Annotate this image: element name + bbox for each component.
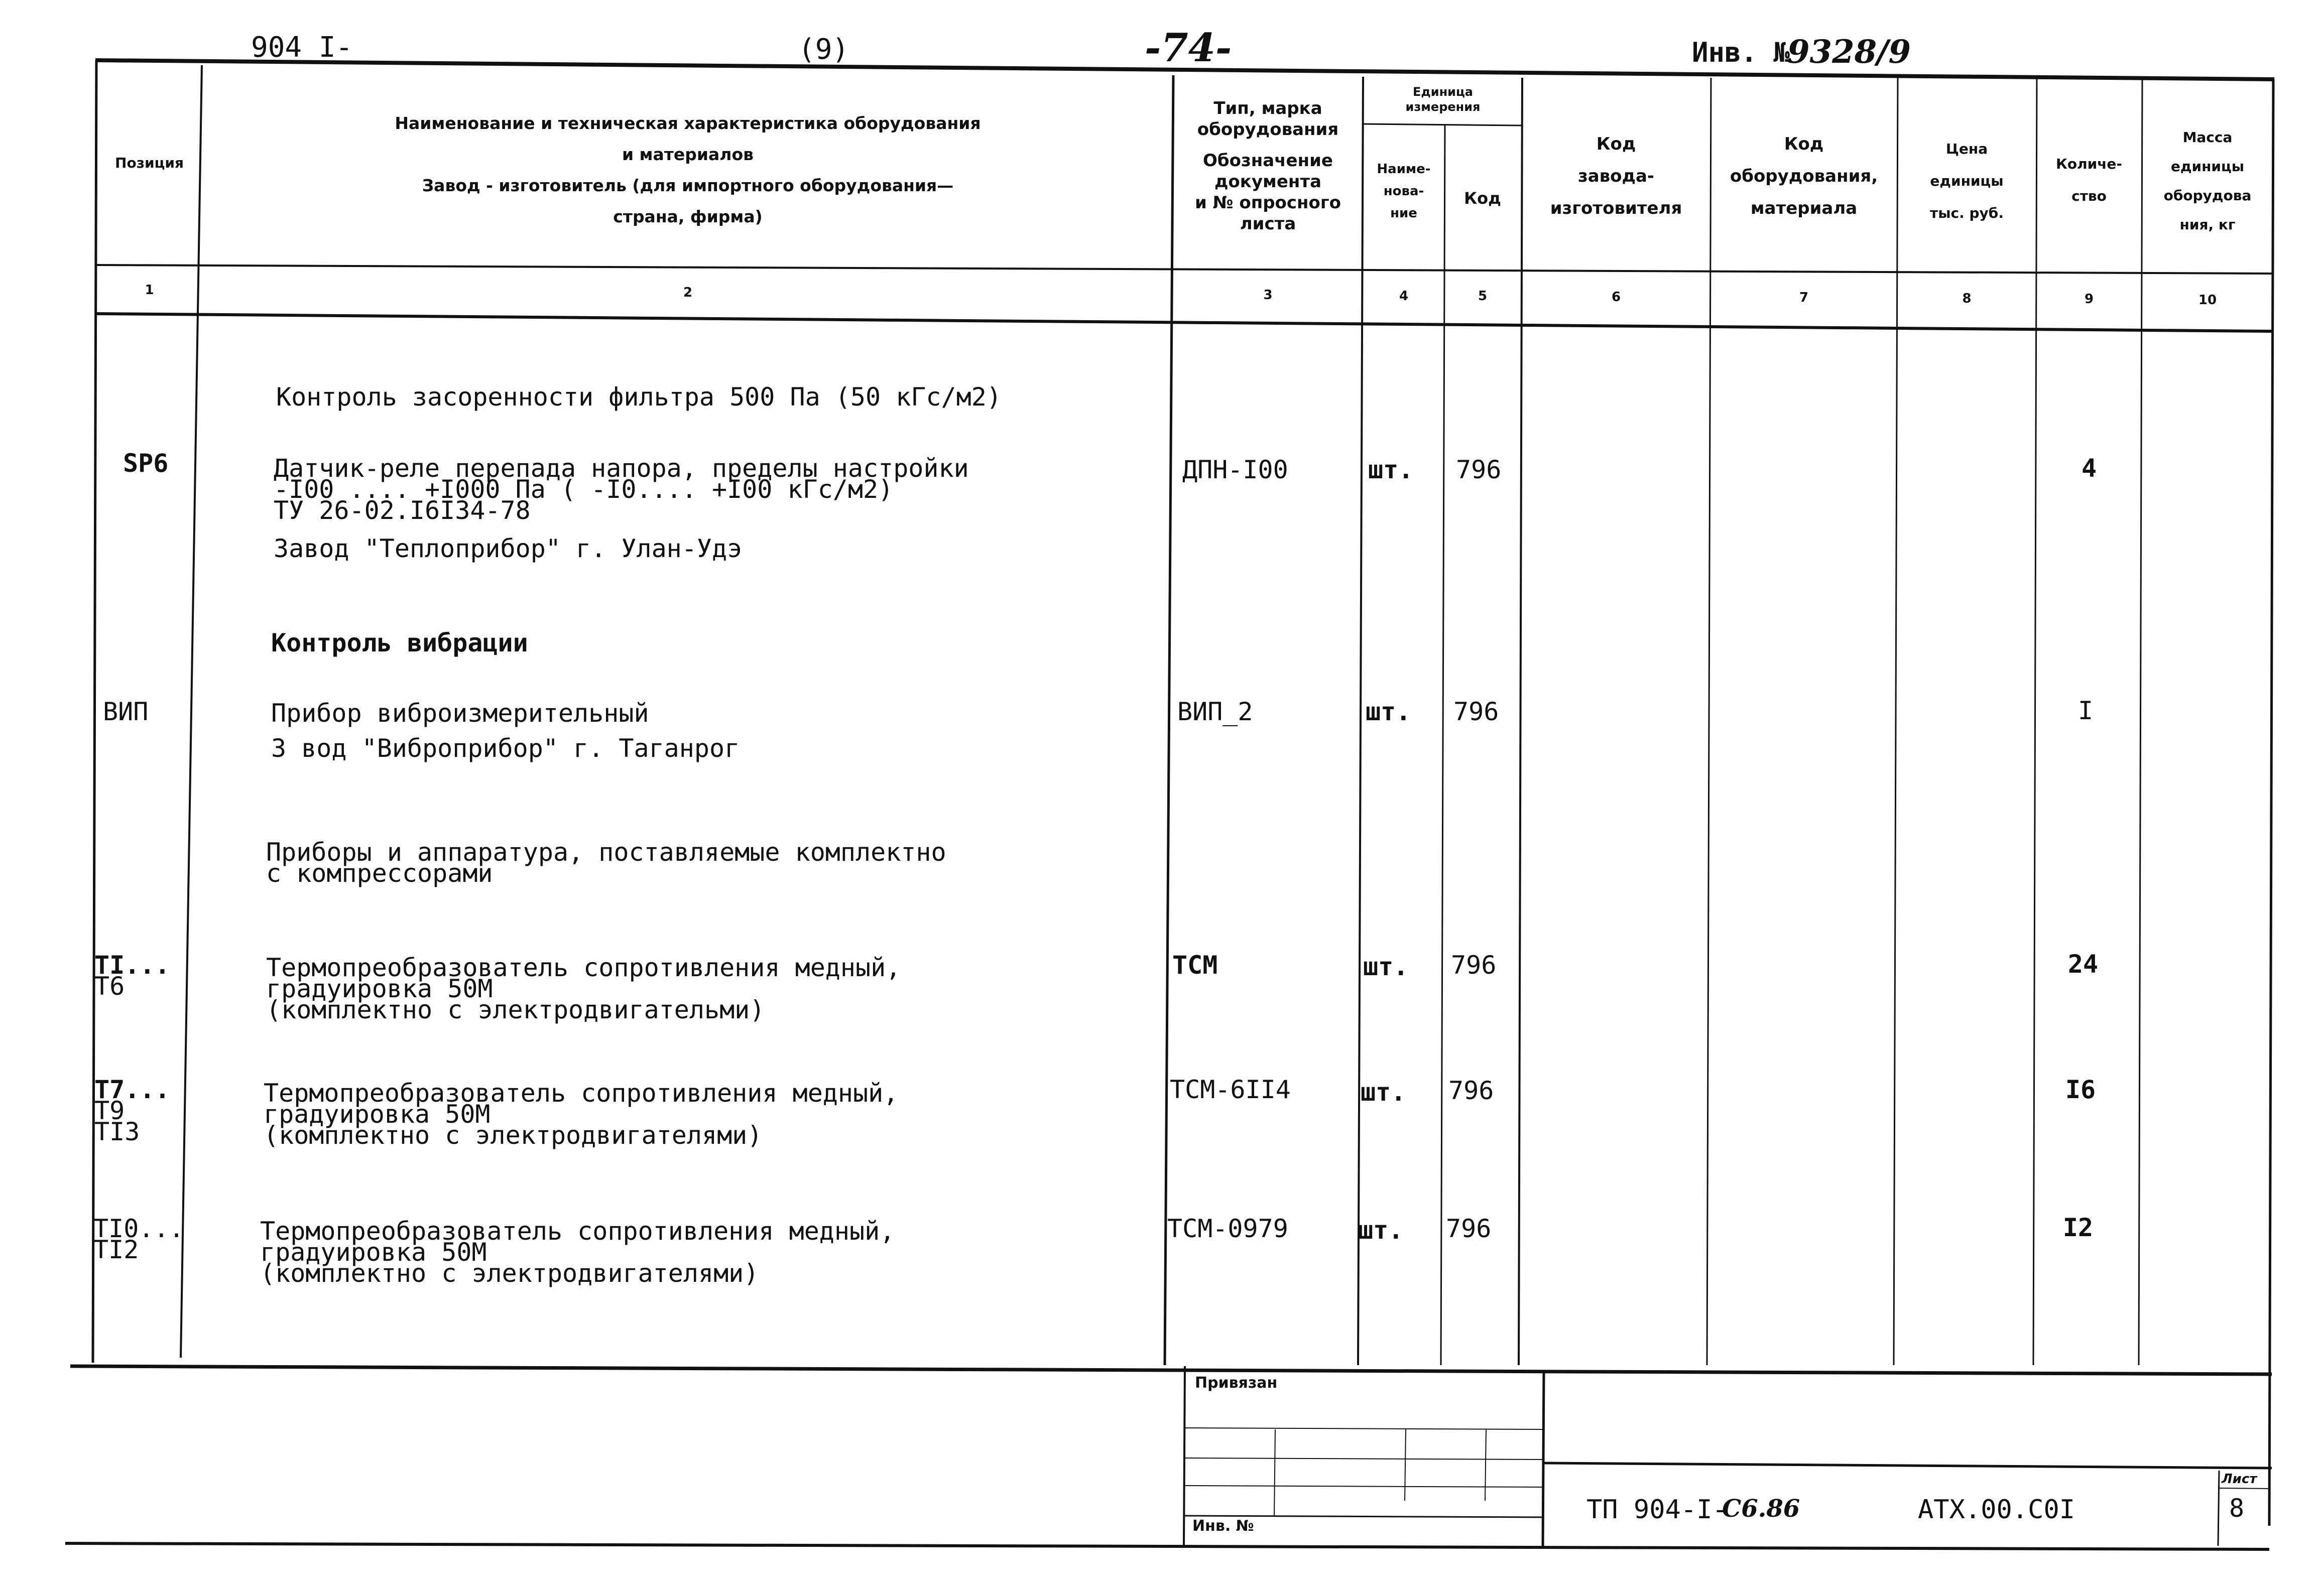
section-title-compressors: Приборы и аппаратура, поставляемые комплектно: [266, 838, 946, 867]
item-quantity: I: [2077, 696, 2094, 725]
header-unit-name-line: ние: [1390, 206, 1417, 221]
item-quantity: 24: [2067, 950, 2099, 979]
item-unit-code: 796: [1448, 1076, 1494, 1105]
item-unit-code: 796: [1451, 951, 1497, 980]
header-type-line: документа: [1214, 172, 1322, 192]
position-label: Т6: [94, 972, 125, 1001]
position-label: ТI2: [93, 1235, 139, 1264]
item-unit-code: 796: [1453, 697, 1499, 726]
item-type: ДПН-I00: [1182, 455, 1288, 484]
item-name-line: (комплектно с электродвигателями): [264, 1121, 763, 1150]
header-unit-name: [1364, 158, 1444, 224]
title-block-line: [1544, 1463, 2272, 1468]
document-code: АТХ.00.С0I: [1918, 1495, 2075, 1525]
header-manufacturer-code: [1522, 128, 1710, 224]
header-price-line: тыс. руб.: [1929, 205, 2004, 221]
sheet-number: 8: [2229, 1494, 2245, 1523]
header-price: [1898, 133, 2036, 229]
header-quantity-line: ство: [2071, 188, 2107, 204]
column-number: 6: [1611, 290, 1621, 305]
header-unit-line: Единица: [1413, 85, 1473, 99]
item-type: ТСМ: [1172, 951, 1218, 980]
item-name-line: Термопреобразователь сопротивления медный,: [260, 1217, 895, 1246]
position-label: Т7...: [94, 1075, 170, 1104]
header-quantity: [2037, 148, 2141, 212]
position-sp6: ЅР6: [123, 449, 169, 478]
item-unit-code: 796: [1446, 1214, 1492, 1243]
header-type: [1174, 98, 1362, 234]
unit-group-line: [1363, 124, 1521, 125]
section-title-compressors: с компрессорами: [266, 859, 493, 888]
item-name-line: Прибор виброизмерительный: [271, 699, 649, 728]
document-handwritten-number: С6.86: [1722, 1495, 1800, 1523]
stamp-row-3: [1185, 1486, 1544, 1487]
column-number: 1: [145, 283, 154, 298]
header-position: Позиция: [115, 155, 184, 171]
header-type-line: и № опросного: [1194, 193, 1341, 213]
header-mass-line: Масса: [2182, 129, 2233, 146]
header-name-line: Завод - изготовитель (для импортного оборудования—: [422, 176, 954, 195]
item-quantity: I6: [2065, 1075, 2096, 1104]
header-bottom-line: [96, 265, 2273, 274]
item-name-line: Термопреобразователь сопротивления медный,: [266, 953, 901, 982]
column-number: 3: [1263, 288, 1273, 303]
header-unit-group: [1365, 84, 1521, 114]
item-name-line: градуировка 50М: [260, 1238, 487, 1267]
item-quantity: I2: [2062, 1213, 2094, 1242]
item-quantity: 4: [2081, 454, 2097, 483]
frame-bottom-line: [65, 1543, 2269, 1549]
column-number: 2: [683, 285, 693, 300]
header-equipment-line: Код: [1784, 134, 1824, 154]
header-unit-name-line: Наиме-: [1377, 162, 1431, 177]
position-label: ТI0...: [93, 1214, 184, 1243]
item-unit: шт.: [1363, 952, 1409, 981]
header-quantity-line: Количе-: [2055, 156, 2123, 172]
item-manufacturer: З вод "Виброприбор" г. Таганрог: [271, 734, 740, 763]
column-number: 8: [1962, 291, 1972, 306]
stamp-row-1: [1185, 1428, 1544, 1429]
item-type: ТСМ-6II4: [1170, 1075, 1291, 1104]
col-line-9: [2139, 79, 2142, 1365]
item-unit: шт.: [1361, 1078, 1406, 1107]
page-number: -74-: [1145, 25, 1232, 71]
column-number: 4: [1399, 289, 1409, 304]
series-number: 904_I-: [251, 31, 353, 64]
header-mass: [2142, 123, 2273, 239]
bound-label: Привязан: [1195, 1374, 1278, 1392]
position-label: TI...: [94, 951, 170, 980]
sheet-label: Лист: [2222, 1472, 2257, 1487]
header-name-line: Наименование и техническая характеристика оборудования: [395, 113, 981, 133]
section-title-vibration: Контроль вибрации: [271, 628, 528, 657]
header-price-line: единицы: [1930, 173, 2004, 189]
sheet-box-left: [2218, 1471, 2219, 1546]
header-type-line: Тип, марка: [1213, 98, 1322, 118]
column-number: 5: [1478, 289, 1488, 304]
header-name-line: страна, фирма): [613, 207, 763, 226]
frame-left-line: [93, 60, 96, 1363]
header-equipment-line: материала: [1750, 198, 1858, 218]
header-manufacturer-line: Код: [1596, 134, 1636, 154]
item-unit-code: 796: [1456, 455, 1502, 484]
stamp-col-1: [1274, 1429, 1275, 1516]
header-unit-code: Код: [1464, 189, 1501, 208]
stamp-row-2: [1185, 1458, 1544, 1460]
header-type-line: оборудования: [1197, 119, 1339, 140]
column-number: 9: [2084, 292, 2094, 307]
header-equipment-code: [1711, 128, 1897, 224]
col-line-4: [1441, 125, 1445, 1365]
item-name-line: (комплектно с электродвигательми): [266, 995, 765, 1024]
item-type: ТСМ-0979: [1167, 1214, 1288, 1243]
header-mass-line: единицы: [2170, 158, 2245, 175]
col-line-1: [181, 65, 202, 1358]
stamp-col-3: [1485, 1429, 1486, 1501]
header-equipment-line: оборудования,: [1730, 166, 1878, 186]
header-mass-line: ния, кг: [2179, 216, 2236, 233]
item-type: ВИП_2: [1177, 697, 1253, 726]
position-label: Т9: [94, 1096, 125, 1125]
header-name: [203, 108, 1172, 232]
inventory-number: 9328/9: [1787, 33, 1911, 71]
stamp-left-line: [1184, 1366, 1185, 1546]
header-unit-line: измерения: [1405, 100, 1481, 114]
item-unit: шт.: [1368, 455, 1414, 484]
stamp-col-2: [1405, 1429, 1406, 1501]
header-manufacturer-line: изготовителя: [1550, 198, 1682, 218]
position-vip: ВИП: [103, 697, 149, 726]
item-name-line: ТУ 26-02.I6I34-78: [274, 496, 531, 525]
item-name-line: -I00 .... +I000 Па ( -I0.... +I00 кГс/м2): [274, 475, 894, 504]
document-prefix: ТП 904-I-: [1586, 1495, 1728, 1525]
header-type-line: листа: [1240, 214, 1296, 234]
item-name-line: (комплектно с электродвигателями): [260, 1259, 759, 1288]
item-name-line: градуировка 50М: [266, 974, 493, 1003]
column-number: 7: [1799, 290, 1809, 305]
position-label: ТI3: [94, 1117, 140, 1146]
item-name-line: Термопреобразователь сопротивления медный,: [264, 1079, 899, 1108]
header-price-line: Цена: [1945, 141, 1988, 157]
item-manufacturer: Завод "Теплоприбор" г. Улан-Удэ: [274, 534, 743, 563]
footer-inventory-label: Инв. №: [1192, 1517, 1254, 1535]
header-manufacturer-line: завода-: [1577, 166, 1655, 186]
inventory-label: Инв. №: [1692, 37, 1790, 68]
header-type-line: Обозначение: [1203, 151, 1333, 171]
item-name-line: градуировка 50М: [264, 1100, 491, 1129]
sheet-number-top: (9): [798, 33, 849, 66]
sheet-box-mid: [2219, 1488, 2270, 1489]
header-name-line: и материалов: [622, 145, 754, 164]
item-unit: шт.: [1366, 697, 1411, 726]
item-unit: шт.: [1358, 1216, 1404, 1245]
column-number: 10: [2198, 293, 2217, 308]
numbers-row-bottom-line: [96, 314, 2273, 331]
section-title-filter: Контроль засоренности фильтра 500 Па (50 кГс/м2): [276, 382, 1002, 412]
header-unit-name-line: нова-: [1383, 184, 1424, 199]
header-mass-line: оборудова: [2163, 187, 2252, 204]
item-name-line: Датчик-реле перепада напора, пределы настройки: [274, 454, 969, 483]
col-line-7: [1894, 78, 1898, 1365]
footer-top-line: [70, 1366, 2272, 1374]
